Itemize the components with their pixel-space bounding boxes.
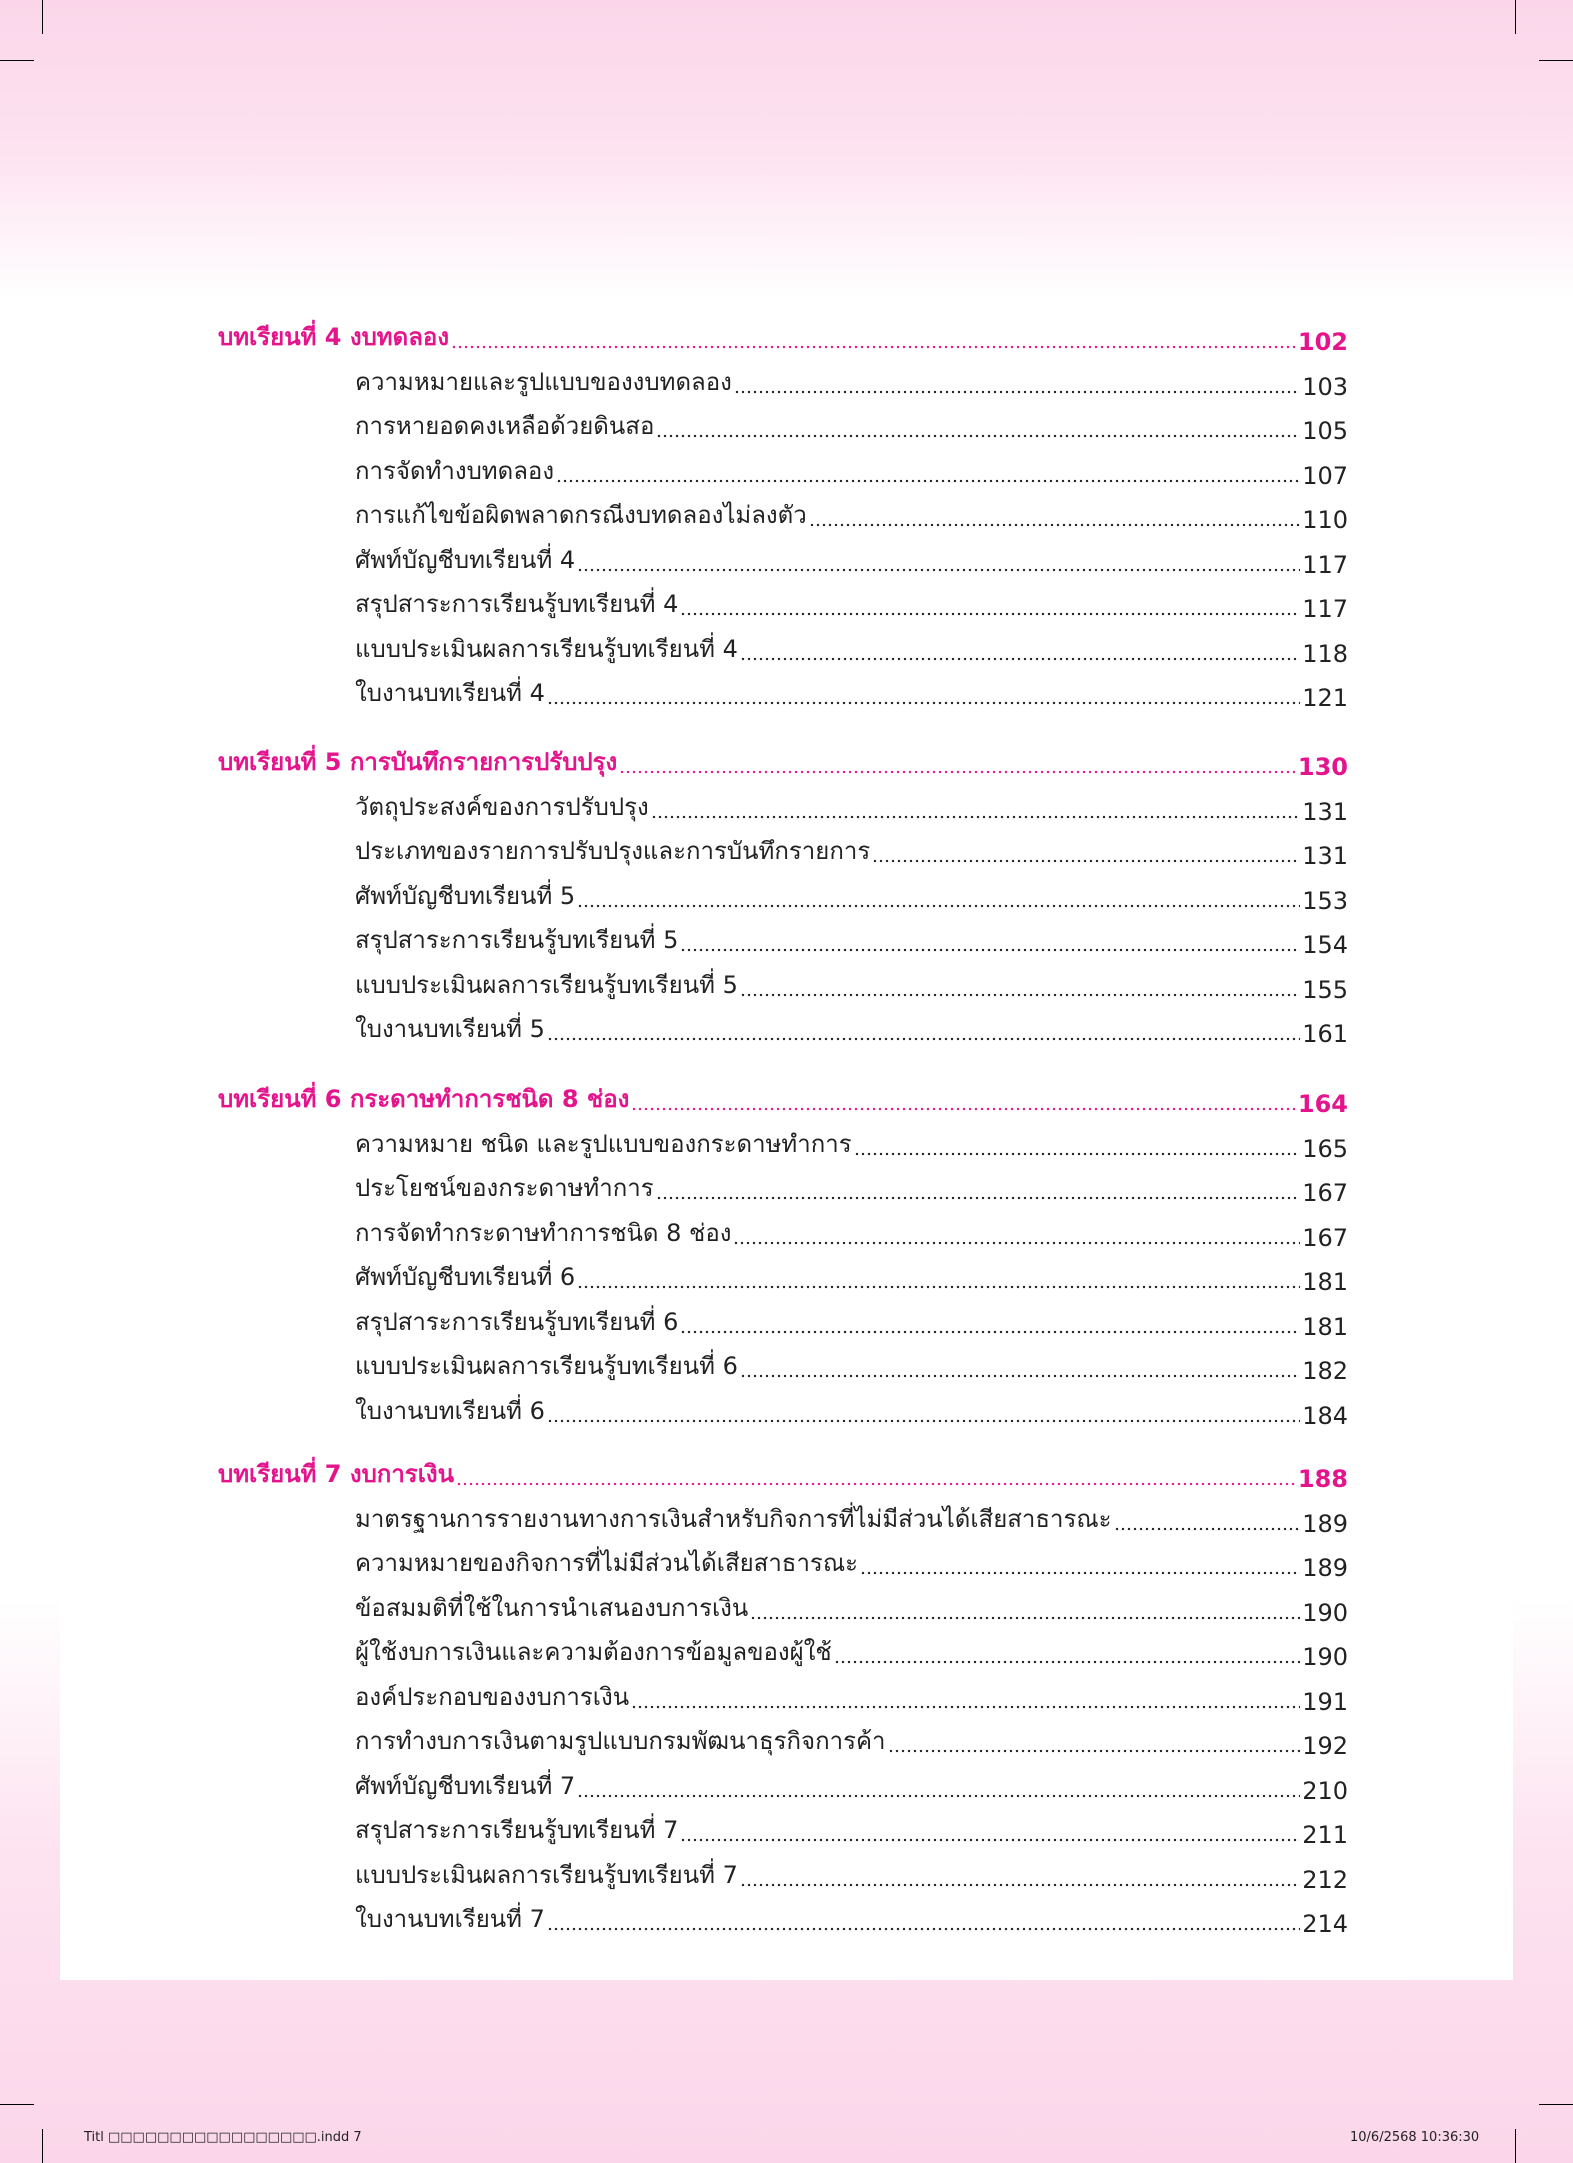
- toc-entry-page: 214: [1302, 1910, 1348, 1938]
- dot-leader: [733, 1241, 1300, 1245]
- toc-entry[interactable]: [355, 1902, 1348, 1938]
- dot-leader: [1114, 1527, 1301, 1531]
- toc-entry-title: แบบประเมินผลการเรียนรู้บทเรียนที่ 5: [355, 970, 738, 999]
- toc-entry-page: 212: [1302, 1865, 1348, 1894]
- toc-entry-page: 167: [1302, 1223, 1348, 1252]
- toc-entry-title: สรุปสาระการเรียนรู้บทเรียนที่ 7: [355, 1816, 679, 1844]
- toc-entry-page: 153: [1302, 886, 1348, 915]
- dot-leader: [547, 1419, 1300, 1423]
- toc-entry-title: แบบประเมินผลการเรียนรู้บทเรียนที่ 6: [355, 1352, 738, 1380]
- toc-entry-title: วัตถุประสงค์ของการปรับปรุง: [355, 792, 649, 821]
- toc-entry[interactable]: [355, 923, 1348, 959]
- dot-leader: [860, 1571, 1300, 1575]
- toc-entry[interactable]: [355, 1546, 1348, 1582]
- toc-chapter-page: 164: [1297, 1090, 1348, 1118]
- toc-chapter-title: บทเรียนที่ 7 งบการเงิน: [218, 1460, 455, 1488]
- dot-leader: [740, 1883, 1300, 1887]
- toc-entry-page: 117: [1302, 550, 1348, 579]
- toc-entry-title: สรุปสาระการเรียนรู้บทเรียนที่ 6: [355, 1307, 679, 1336]
- toc-entry[interactable]: [355, 1680, 1348, 1716]
- toc-chapter-page: 102: [1297, 328, 1348, 356]
- toc-entry-title: การจัดทำกระดาษทำการชนิด 8 ช่อง: [355, 1218, 732, 1247]
- toc-entry-title: ความหมายและรูปแบบของงบทดลอง: [355, 367, 732, 396]
- toc-entry-title: แบบประเมินผลการเรียนรู้บทเรียนที่ 7: [355, 1860, 738, 1889]
- toc-chapter-title: บทเรียนที่ 5 การบันทึกรายการปรับปรุง: [218, 748, 618, 776]
- toc-entry-title: ข้อสมมติที่ใช้ในการนำเสนองบการเงิน: [355, 1593, 749, 1622]
- toc-entry-title: ใบงานบทเรียนที่ 7: [355, 1905, 545, 1933]
- dot-leader: [734, 390, 1300, 394]
- toc-entry-title: ประโยชน์ของกระดาษทำการ: [355, 1174, 654, 1202]
- dot-leader: [651, 815, 1301, 819]
- dot-leader: [577, 904, 1300, 908]
- toc-entry[interactable]: [355, 1260, 1348, 1296]
- toc-entry-page: 181: [1302, 1268, 1348, 1296]
- toc-entry[interactable]: [355, 968, 1348, 1004]
- toc-entry-title: มาตรฐานการรายงานทางการเงินสำหรับกิจการที่ไม่มีส่วนได้เสียสาธารณะ: [355, 1504, 1112, 1533]
- toc-entry-page: 189: [1302, 1554, 1348, 1582]
- dot-leader: [631, 1705, 1300, 1709]
- toc-chapter-page: 188: [1297, 1465, 1348, 1493]
- toc-entry-title: สรุปสาระการเรียนรู้บทเรียนที่ 5: [355, 926, 679, 954]
- footer-timestamp: 10/6/2568 10:36:30: [1350, 2130, 1480, 2145]
- dot-leader: [656, 1196, 1301, 1200]
- toc-entry-page: 210: [1302, 1776, 1348, 1805]
- toc-entry-title: สรุปสาระการเรียนรู้บทเรียนที่ 4: [355, 590, 679, 618]
- dot-leader: [740, 993, 1300, 997]
- toc-entry[interactable]: [355, 1724, 1348, 1760]
- dot-leader: [577, 1794, 1300, 1798]
- toc-entry[interactable]: [355, 1635, 1348, 1671]
- dot-leader: [888, 1749, 1301, 1753]
- toc-entry-page: 121: [1302, 684, 1348, 712]
- toc-entry-title: ศัพท์บัญชีบทเรียนที่ 6: [355, 1263, 576, 1291]
- dot-leader: [680, 612, 1300, 616]
- toc-entry-title: ศัพท์บัญชีบทเรียนที่ 5: [355, 881, 576, 910]
- toc-chapter[interactable]: [218, 1457, 1348, 1493]
- toc-entry-title: ศัพท์บัญชีบทเรียนที่ 4: [355, 545, 576, 574]
- toc-entry-page: 131: [1302, 842, 1348, 870]
- toc-entry-page: 182: [1302, 1357, 1348, 1385]
- dot-leader: [834, 1660, 1300, 1664]
- toc-entry-page: 107: [1302, 461, 1348, 490]
- toc-entry-title: ประเภทของรายการปรับปรุงและการบันทึกรายการ: [355, 837, 871, 865]
- toc-entry[interactable]: [355, 409, 1348, 445]
- dot-leader: [680, 1330, 1300, 1334]
- toc-chapter[interactable]: [218, 745, 1348, 781]
- dot-leader: [750, 1616, 1300, 1620]
- dot-leader: [577, 1285, 1300, 1289]
- toc-entry[interactable]: [355, 676, 1348, 712]
- toc-entry-page: 167: [1302, 1179, 1348, 1207]
- dot-leader: [577, 568, 1300, 572]
- dot-leader: [547, 1927, 1300, 1931]
- toc-entry[interactable]: [355, 365, 1348, 401]
- toc-entry-page: 181: [1302, 1312, 1348, 1341]
- toc-entry-page: 105: [1302, 417, 1348, 445]
- dot-leader: [656, 434, 1300, 438]
- dot-leader: [456, 1482, 1296, 1486]
- toc-entry[interactable]: [355, 1171, 1348, 1207]
- toc-entry-title: แบบประเมินผลการเรียนรู้บทเรียนที่ 4: [355, 634, 738, 663]
- toc-entry[interactable]: [355, 1349, 1348, 1385]
- dot-leader: [854, 1152, 1301, 1156]
- toc-entry[interactable]: [355, 790, 1348, 826]
- toc-entry-page: 103: [1302, 372, 1348, 401]
- toc-entry-title: การหายอดคงเหลือด้วยดินสอ: [355, 412, 655, 440]
- dot-leader: [547, 701, 1300, 705]
- toc-entry-title: การจัดทำงบทดลอง: [355, 456, 555, 485]
- toc-entry-title: ใบงานบทเรียนที่ 6: [355, 1396, 545, 1425]
- dot-leader: [547, 1037, 1300, 1041]
- toc-entry-title: ใบงานบทเรียนที่ 4: [355, 679, 545, 707]
- toc-entry[interactable]: [355, 587, 1348, 623]
- toc-chapter-title: บทเรียนที่ 4 งบทดลอง: [218, 323, 450, 351]
- toc-entry-page: 192: [1302, 1732, 1348, 1760]
- dot-leader: [631, 1107, 1296, 1111]
- toc-entry[interactable]: [355, 1502, 1348, 1538]
- toc-entry[interactable]: [355, 543, 1348, 579]
- footer-filename: Titl □□□□□□□□□□□□□□□□□.indd 7: [84, 2130, 362, 2145]
- toc-entry-page: 110: [1302, 506, 1348, 534]
- toc-entry-page: 117: [1302, 595, 1348, 623]
- toc-entry-page: 190: [1302, 1643, 1348, 1671]
- dot-leader: [556, 479, 1300, 483]
- toc-entry-page: 190: [1302, 1598, 1348, 1627]
- toc-entry[interactable]: [355, 879, 1348, 915]
- toc-entry[interactable]: [355, 632, 1348, 668]
- dot-leader: [740, 1374, 1300, 1378]
- dot-leader: [451, 345, 1296, 349]
- toc-entry-page: 165: [1302, 1134, 1348, 1163]
- toc-chapter[interactable]: [218, 1082, 1348, 1118]
- toc-entry-page: 184: [1302, 1401, 1348, 1430]
- dot-leader: [680, 948, 1300, 952]
- dot-leader: [680, 1838, 1300, 1842]
- toc-entry[interactable]: [355, 834, 1348, 870]
- toc-entry-page: 211: [1302, 1821, 1348, 1849]
- toc-entry-title: ใบงานบทเรียนที่ 5: [355, 1015, 545, 1043]
- toc-entry-page: 154: [1302, 931, 1348, 959]
- toc-entry-title: ศัพท์บัญชีบทเรียนที่ 7: [355, 1771, 576, 1800]
- toc-entry[interactable]: [355, 1127, 1348, 1163]
- toc-entry-page: 191: [1302, 1687, 1348, 1716]
- toc-entry[interactable]: [355, 1591, 1348, 1627]
- toc-entry-title: ผู้ใช้งบการเงินและความต้องการข้อมูลของผู้ใช้: [355, 1638, 832, 1666]
- dot-leader: [619, 770, 1296, 774]
- toc-entry[interactable]: [355, 1769, 1348, 1805]
- toc-entry-title: องค์ประกอบของงบการเงิน: [355, 1682, 630, 1711]
- dot-leader: [809, 523, 1300, 527]
- toc-entry-page: 131: [1302, 797, 1348, 826]
- toc-entry[interactable]: [355, 1012, 1348, 1048]
- toc-chapter-title: บทเรียนที่ 6 กระดาษทำการชนิด 8 ช่อง: [218, 1085, 630, 1113]
- toc-entry-title: การแก้ไขข้อผิดพลาดกรณีงบทดลองไม่ลงตัว: [355, 501, 807, 529]
- toc-chapter-page: 130: [1297, 753, 1348, 781]
- toc-entry[interactable]: [355, 1858, 1348, 1894]
- toc-entry-title: การทำงบการเงินตามรูปแบบกรมพัฒนาธุรกิจการค้า: [355, 1727, 886, 1755]
- toc-entry-page: 161: [1302, 1020, 1348, 1048]
- dot-leader: [872, 859, 1300, 863]
- toc-chapter[interactable]: [218, 320, 1348, 356]
- dot-leader: [740, 657, 1300, 661]
- toc-entry-page: 118: [1302, 639, 1348, 668]
- toc-entry-page: 189: [1302, 1509, 1348, 1538]
- toc-entry[interactable]: [355, 1216, 1348, 1252]
- toc-entry[interactable]: [355, 498, 1348, 534]
- toc-entry-page: 155: [1302, 975, 1348, 1004]
- toc-entry-title: ความหมาย ชนิด และรูปแบบของกระดาษทำการ: [355, 1129, 852, 1158]
- toc-entry[interactable]: [355, 1813, 1348, 1849]
- toc-entry[interactable]: [355, 454, 1348, 490]
- toc-entry-title: ความหมายของกิจการที่ไม่มีส่วนได้เสียสาธารณะ: [355, 1549, 858, 1577]
- toc-entry[interactable]: [355, 1305, 1348, 1341]
- toc-entry[interactable]: [355, 1394, 1348, 1430]
